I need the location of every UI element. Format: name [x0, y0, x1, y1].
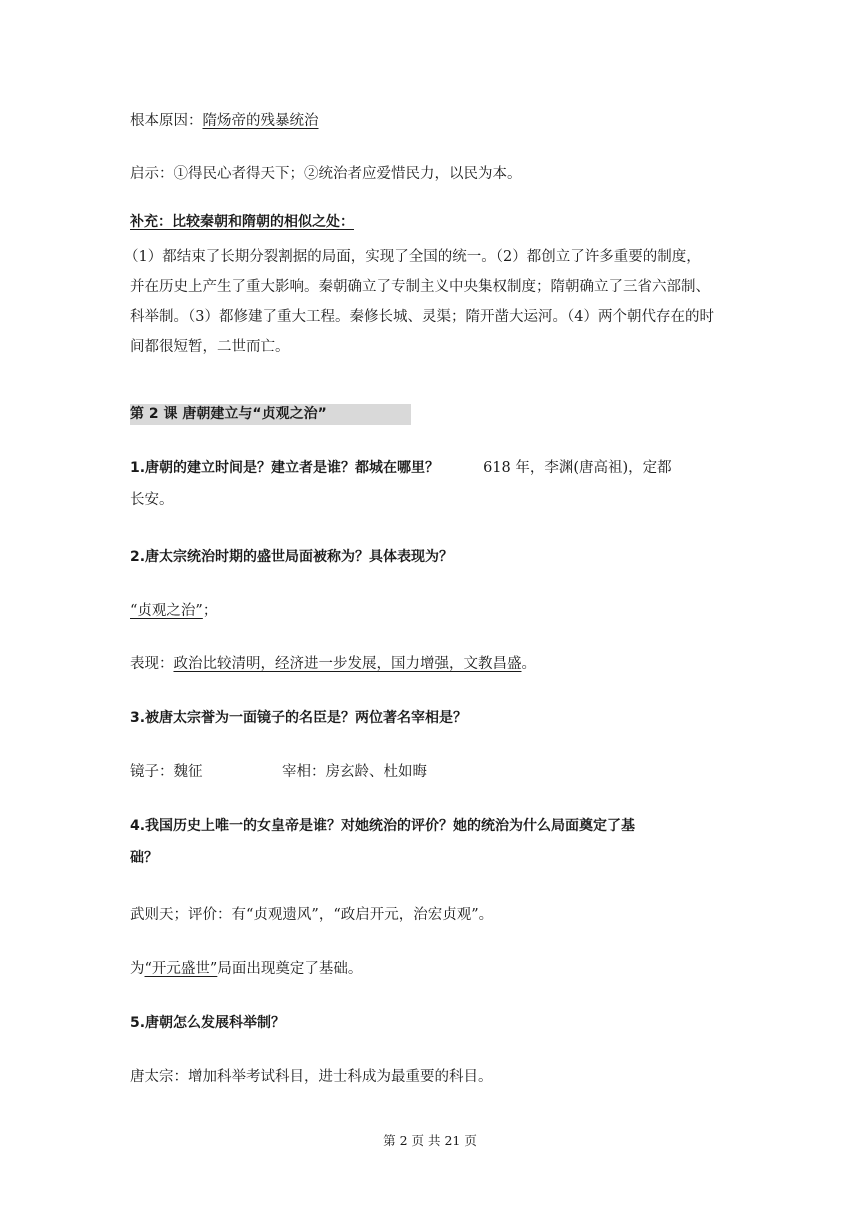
q4-answer2-underlined: “开元盛世”	[144, 961, 218, 977]
q4-answer2-line	[130, 959, 362, 979]
q2-answer-line	[130, 601, 217, 621]
q1-question: 1.唐朝的建立时间是？建立者是谁？都城在哪里？	[130, 460, 440, 476]
supplement-line: 并在历史上产生了重大影响。秦朝确立了专制主义中央集权制度；隋朝确立了三省六部制、	[130, 279, 710, 295]
root-cause-label: 根本原因：	[130, 113, 203, 129]
q3-ministers: 宰相：房玄龄、杜如晦	[282, 764, 427, 780]
root-cause-value: 隋炀帝的残暴统治	[202, 113, 319, 129]
q2-detail-suffix: 。	[521, 656, 536, 672]
supplement-line: （1）都结束了长期分裂割据的局面，实现了全国的统一。（2）都创立了许多重要的制度，	[124, 249, 701, 265]
q2-detail-line	[130, 654, 536, 674]
q3-mirror: 镜子：魏征	[130, 764, 203, 780]
root-cause-line	[130, 111, 319, 131]
supplement-line: 科举制。（3）都修建了重大工程。秦修长城、灵渠；隋开凿大运河。（4）两个朝代存在的时	[130, 309, 714, 325]
q2-answer: “贞观之治”	[130, 603, 203, 619]
q4-answer1: 武则天；评价：有“贞观遗风”，“政启开元，治宏贞观”。	[130, 907, 494, 923]
q2-detail: 政治比较清明，经济进一步发展，国力增强，文教昌盛	[173, 656, 522, 672]
q1-line	[130, 458, 672, 478]
lesson-title: 第 2 课 唐朝建立与“贞观之治”	[130, 404, 411, 425]
q3-answer-line	[130, 762, 427, 782]
q3-question: 3.被唐太宗誉为一面镜子的名臣是？两位著名宰相是？	[130, 710, 468, 726]
q2-detail-label: 表现：	[130, 656, 174, 672]
supplement-title: 补充：比较秦朝和隋朝的相似之处：	[130, 214, 354, 230]
page-footer: 第 2 页 共 21 页	[383, 1133, 477, 1148]
revelation-line: 启示：①得民心者得天下；②统治者应爱惜民力，以民为本。	[130, 166, 522, 182]
supplement-line: 间都很短暂，二世而亡。	[130, 339, 290, 355]
q4-question-line2: 础？	[130, 850, 158, 866]
q4-answer2-prefix: 为	[130, 961, 145, 977]
q5-answer: 唐太宗：增加科举考试科目，进士科成为最重要的科目。	[130, 1069, 493, 1085]
supplement-paragraph	[124, 242, 734, 362]
q4-question-line1: 4.我国历史上唯一的女皇帝是谁？对她统治的评价？她的统治为什么局面奠定了基	[130, 818, 636, 834]
q2-answer-suffix: ；	[202, 603, 218, 619]
q1-answer: 618 年，李渊(唐高祖)，定都	[483, 460, 672, 476]
q5-question: 5.唐朝怎么发展科举制？	[130, 1015, 286, 1031]
q4-answer2-suffix: 局面出现奠定了基础。	[217, 961, 363, 977]
q2-question: 2.唐太宗统治时期的盛世局面被称为？具体表现为？	[130, 549, 454, 565]
q1-answer-cont: 长安。	[130, 492, 174, 508]
